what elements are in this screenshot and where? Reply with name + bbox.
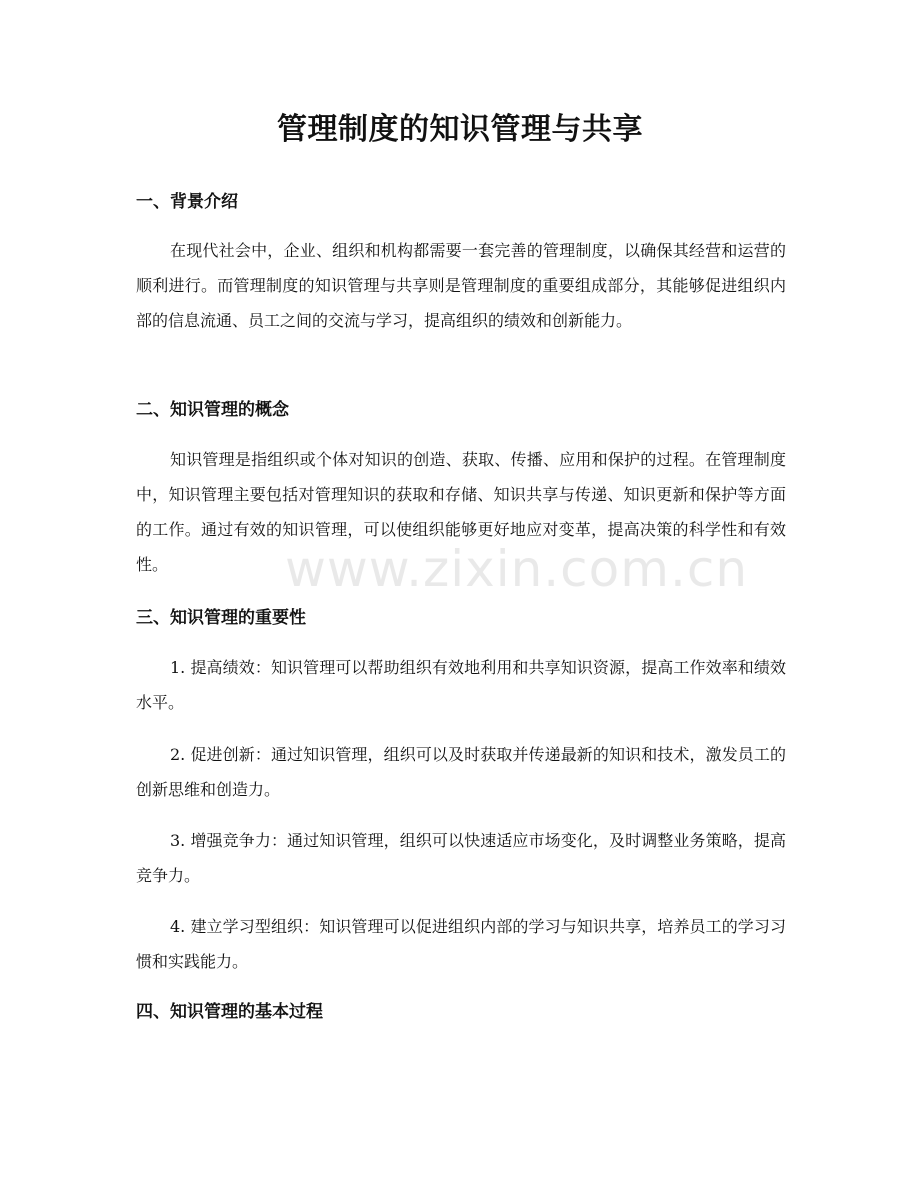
section-heading-process: 四、知识管理的基本过程: [136, 1002, 323, 1022]
section-heading-importance: 三、知识管理的重要性: [136, 608, 306, 628]
paragraph-concept: 知识管理是指组织或个体对知识的创造、获取、传播、应用和保护的过程。在管理制度中，知识管理主要包括对管理知识的获取和存储、知识共享与传递、知识更新和保护等方面的工作。通过有效的知识管理，可以使组织能够更好地应对变革，提高决策的科学性和有效性。: [136, 450, 786, 574]
section-heading-background: 一、背景介绍: [136, 192, 238, 212]
paragraph-background: 在现代社会中，企业、组织和机构都需要一套完善的管理制度，以确保其经营和运营的顺利进行。而管理制度的知识管理与共享则是管理制度的重要组成部分，其能够促进组织内部的信息流通、员工之间的交流与学习，提高组织的绩效和创新能力。: [136, 241, 786, 330]
document-title: 管理制度的知识管理与共享: [277, 112, 643, 147]
section-heading-concept: 二、知识管理的概念: [136, 400, 289, 420]
watermark: www.zixin.com.cn: [285, 540, 749, 598]
list-item-learning-organization: 4. 建立学习型组织：知识管理可以促进组织内部的学习与知识共享，培养员工的学习习惯和实践能力。: [136, 917, 786, 971]
list-item-innovation: 2. 促进创新：通过知识管理，组织可以及时获取并传递最新的知识和技术，激发员工的创新思维和创造力。: [136, 745, 786, 799]
list-item-performance: 1. 提高绩效：知识管理可以帮助组织有效地利用和共享知识资源，提高工作效率和绩效水平。: [136, 658, 786, 712]
list-item-competitiveness: 3. 增强竞争力：通过知识管理，组织可以快速适应市场变化，及时调整业务策略，提高竞争力。: [136, 831, 786, 885]
